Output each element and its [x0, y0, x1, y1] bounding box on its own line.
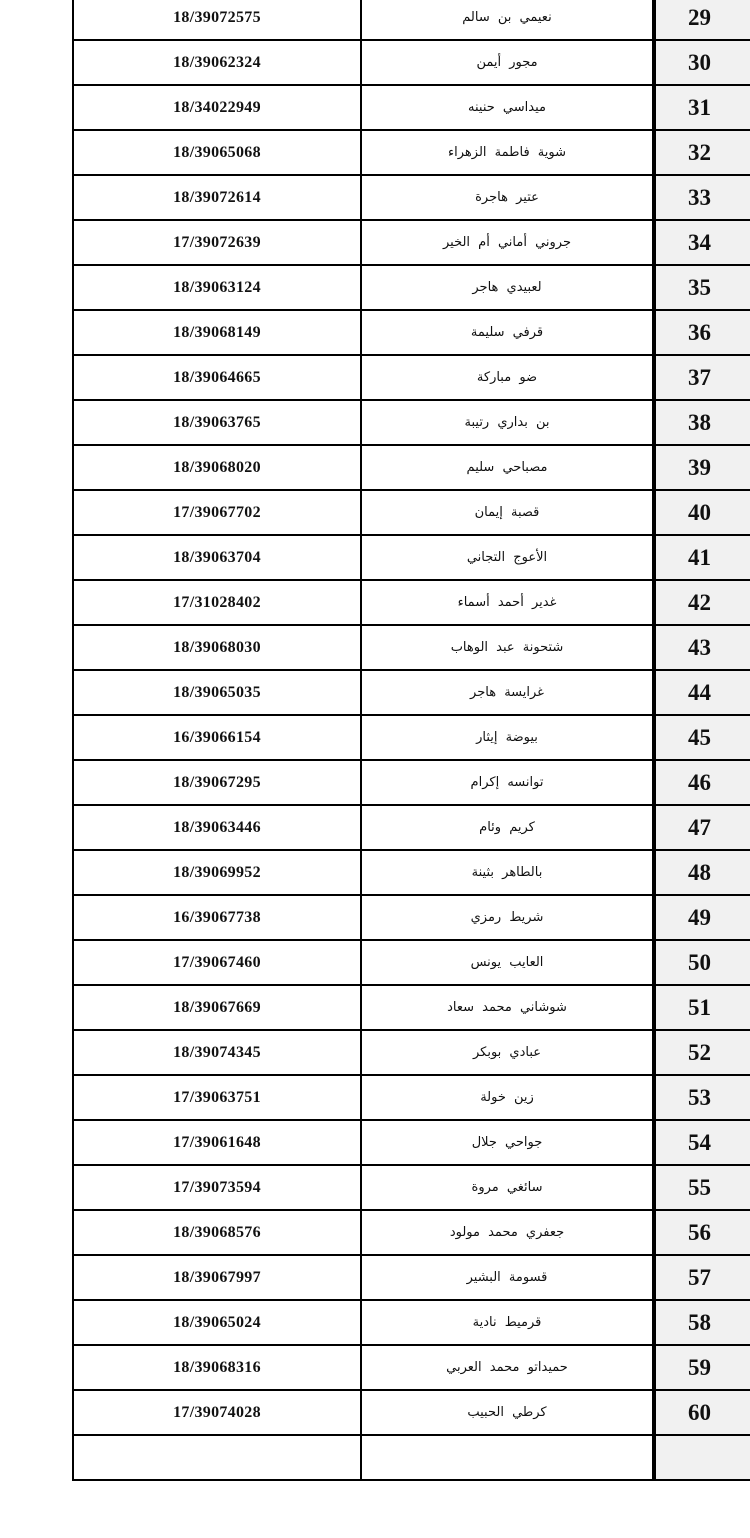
row-number-cell: 41 [654, 535, 750, 580]
registration-number-cell: 18/39065068 [73, 130, 361, 175]
row-number-cell: 58 [654, 1300, 750, 1345]
row-number-cell: 38 [654, 400, 750, 445]
student-name-cell: غدير أحمد أسماء [361, 580, 654, 625]
student-name-cell: لعبيدي هاجر [361, 265, 654, 310]
row-number-cell: 52 [654, 1030, 750, 1075]
row-number-cell: 55 [654, 1165, 750, 1210]
table-row [73, 1255, 750, 1300]
row-number-cell: 60 [654, 1390, 750, 1435]
registration-number-cell: 18/39074345 [73, 1030, 361, 1075]
row-number-cell: 56 [654, 1210, 750, 1255]
row-number-cell: 42 [654, 580, 750, 625]
row-number-cell: 33 [654, 175, 750, 220]
table-row [73, 40, 750, 85]
registration-number-cell: 18/39067669 [73, 985, 361, 1030]
table-row [73, 715, 750, 760]
registration-number-cell: 18/39068576 [73, 1210, 361, 1255]
table-row [73, 850, 750, 895]
row-number-cell: 34 [654, 220, 750, 265]
student-name-cell: قرميط نادية [361, 1300, 654, 1345]
table-row [73, 1345, 750, 1390]
table-row [73, 355, 750, 400]
student-name-cell: غرايسة هاجر [361, 670, 654, 715]
student-name-cell: شوشاني محمد سعاد [361, 985, 654, 1030]
table-row [73, 1075, 750, 1120]
student-name-cell: جعفري محمد مولود [361, 1210, 654, 1255]
student-name-cell: بيوضة إيثار [361, 715, 654, 760]
student-name-cell: زين خولة [361, 1075, 654, 1120]
student-name-cell: قرفي سليمة [361, 310, 654, 355]
table-row [73, 265, 750, 310]
table-row [73, 1030, 750, 1075]
row-number-cell: 43 [654, 625, 750, 670]
table-row [73, 805, 750, 850]
registration-number-cell: 18/34022949 [73, 85, 361, 130]
registration-number-cell: 18/39062324 [73, 40, 361, 85]
student-name-cell: الأعوج التجاني [361, 535, 654, 580]
registration-number-cell: 18/39065035 [73, 670, 361, 715]
row-number-cell: 49 [654, 895, 750, 940]
student-name-cell: مجور أيمن [361, 40, 654, 85]
student-name-cell: جواحي جلال [361, 1120, 654, 1165]
row-number-cell: 31 [654, 85, 750, 130]
registration-number-cell: 17/31028402 [73, 580, 361, 625]
student-name-cell: بن بداري رتيبة [361, 400, 654, 445]
table-row [73, 1300, 750, 1345]
registration-number-cell: 16/39067738 [73, 895, 361, 940]
row-number-cell: 48 [654, 850, 750, 895]
row-number-cell: 57 [654, 1255, 750, 1300]
table-row [73, 1390, 750, 1435]
registration-number-cell: 17/39067460 [73, 940, 361, 985]
table-row [73, 220, 750, 265]
row-number-cell: 51 [654, 985, 750, 1030]
registration-number-cell: 18/39063446 [73, 805, 361, 850]
row-number-cell: 39 [654, 445, 750, 490]
student-name-cell: شريط رمزي [361, 895, 654, 940]
registration-number-cell: 18/39068149 [73, 310, 361, 355]
table-row [73, 985, 750, 1030]
table-row [73, 1165, 750, 1210]
row-number-cell: 36 [654, 310, 750, 355]
student-name-cell: كريم وئام [361, 805, 654, 850]
row-number-cell: 37 [654, 355, 750, 400]
row-number-cell: 29 [654, 0, 750, 40]
registration-number-cell: 18/39065024 [73, 1300, 361, 1345]
table-row-partial [73, 1435, 750, 1480]
row-number-cell: 35 [654, 265, 750, 310]
table-row [73, 175, 750, 220]
row-number-cell: 59 [654, 1345, 750, 1390]
empty-cell [73, 1435, 361, 1480]
table-row [73, 670, 750, 715]
registration-number-cell: 18/39067997 [73, 1255, 361, 1300]
registration-number-cell: 16/39066154 [73, 715, 361, 760]
registration-number-cell: 18/39068316 [73, 1345, 361, 1390]
row-number-cell: 30 [654, 40, 750, 85]
empty-cell [361, 1435, 654, 1480]
table-row [73, 940, 750, 985]
table-row [73, 445, 750, 490]
student-name-cell: ضو مباركة [361, 355, 654, 400]
table-row [73, 130, 750, 175]
student-name-cell: مصباحي سليم [361, 445, 654, 490]
row-number-cell: 45 [654, 715, 750, 760]
table-row [73, 760, 750, 805]
table-row [73, 85, 750, 130]
registration-number-cell: 17/39067702 [73, 490, 361, 535]
registration-number-cell: 18/39063704 [73, 535, 361, 580]
student-name-cell: شوية فاطمة الزهراء [361, 130, 654, 175]
row-number-cell: 47 [654, 805, 750, 850]
row-number-cell: 40 [654, 490, 750, 535]
table-row [73, 310, 750, 355]
registration-number-cell: 18/39072614 [73, 175, 361, 220]
registration-number-cell: 17/39074028 [73, 1390, 361, 1435]
student-name-cell: ميداسي حنينه [361, 85, 654, 130]
registration-number-cell: 17/39073594 [73, 1165, 361, 1210]
empty-cell [654, 1435, 750, 1480]
row-number-cell: 53 [654, 1075, 750, 1120]
student-name-cell: كرطي الحبيب [361, 1390, 654, 1435]
registration-number-cell: 18/39068030 [73, 625, 361, 670]
table-row [73, 400, 750, 445]
registration-number-cell: 17/39072639 [73, 220, 361, 265]
registration-number-cell: 17/39061648 [73, 1120, 361, 1165]
student-list-table [72, 0, 750, 1481]
row-number-cell: 44 [654, 670, 750, 715]
row-number-cell: 50 [654, 940, 750, 985]
table-row [73, 1210, 750, 1255]
student-name-cell: توانسه إكرام [361, 760, 654, 805]
registration-number-cell: 18/39072575 [73, 0, 361, 40]
student-name-cell: العايب يونس [361, 940, 654, 985]
table-row [73, 535, 750, 580]
student-name-cell: بالطاهر بثينة [361, 850, 654, 895]
student-name-cell: سائغي مروة [361, 1165, 654, 1210]
student-name-cell: قصبة إيمان [361, 490, 654, 535]
table-row [73, 895, 750, 940]
row-number-cell: 54 [654, 1120, 750, 1165]
table-row [73, 625, 750, 670]
table-row [73, 490, 750, 535]
row-number-cell: 46 [654, 760, 750, 805]
student-name-cell: شتحونة عبد الوهاب [361, 625, 654, 670]
table-row [73, 1120, 750, 1165]
student-name-cell: عتير هاجرة [361, 175, 654, 220]
registration-number-cell: 18/39063124 [73, 265, 361, 310]
student-name-cell: حميداتو محمد العربي [361, 1345, 654, 1390]
student-name-cell: جروني أماني أم الخير [361, 220, 654, 265]
student-name-cell: عبادي بوبكر [361, 1030, 654, 1075]
registration-number-cell: 18/39069952 [73, 850, 361, 895]
registration-number-cell: 18/39068020 [73, 445, 361, 490]
student-name-cell: نعيمي بن سالم [361, 0, 654, 40]
table-body [73, 0, 750, 1480]
table-row [73, 580, 750, 625]
registration-number-cell: 18/39067295 [73, 760, 361, 805]
student-name-cell: قسومة البشير [361, 1255, 654, 1300]
registration-number-cell: 18/39063765 [73, 400, 361, 445]
registration-number-cell: 18/39064665 [73, 355, 361, 400]
table-row [73, 0, 750, 40]
registration-number-cell: 17/39063751 [73, 1075, 361, 1120]
row-number-cell: 32 [654, 130, 750, 175]
